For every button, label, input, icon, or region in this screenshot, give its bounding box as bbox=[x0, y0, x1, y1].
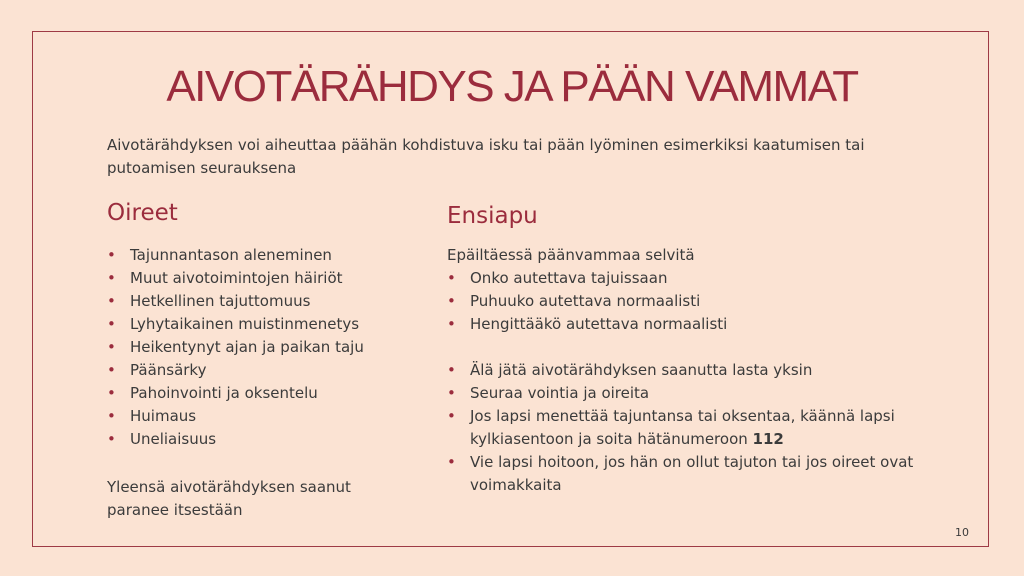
page-number: 10 bbox=[955, 526, 969, 539]
first-aid-heading: Ensiapu bbox=[447, 203, 538, 229]
spacer bbox=[447, 336, 947, 359]
symptoms-note: Yleensä aivotärähdyksen saanut paranee itsestään bbox=[107, 478, 351, 519]
list-item: • Vie lapsi hoitoon, jos hän on ollut tajuton tai jos oireet ovat voimakkaita bbox=[447, 451, 947, 497]
action-list bbox=[447, 359, 947, 497]
emergency-text: Jos lapsi menettää tajuntansa tai oksentaa, käännä lapsi kylkiasentoon ja soita hätänumeroon bbox=[470, 407, 895, 448]
list-item-emergency bbox=[447, 405, 947, 451]
list-item: • Tajunnantason aleneminen bbox=[107, 244, 407, 267]
slide-title: AIVOTÄRÄHDYS JA PÄÄN VAMMAT bbox=[166, 62, 858, 111]
symptoms-heading: Oireet bbox=[107, 200, 178, 226]
symptoms-list bbox=[107, 244, 407, 451]
first-aid-lead: Epäiltäessä päänvammaa selvitä bbox=[447, 246, 695, 264]
intro-text: Aivotärähdyksen voi aiheuttaa päähän kohdistuva isku tai pään lyöminen esimerkiksi kaatumisen tai putoamisen seurauksena bbox=[107, 136, 865, 177]
list-item: • Lyhytaikainen muistinmenetys bbox=[107, 313, 407, 336]
list-item: • Onko autettava tajuissaan bbox=[447, 267, 947, 290]
list-item: • Älä jätä aivotärähdyksen saanutta lasta yksin bbox=[447, 359, 947, 382]
list-item: • Heikentynyt ajan ja paikan taju bbox=[107, 336, 407, 359]
list-item: • Uneliaisuus bbox=[107, 428, 407, 451]
check-list bbox=[447, 267, 947, 336]
list-item: • Pahoinvointi ja oksentelu bbox=[107, 382, 407, 405]
emergency-number: 112 bbox=[752, 430, 784, 448]
list-item: • Hetkellinen tajuttomuus bbox=[107, 290, 407, 313]
list-item: • Päänsärky bbox=[107, 359, 407, 382]
list-item: • Muut aivotoimintojen häiriöt bbox=[107, 267, 407, 290]
list-item: • Seuraa vointia ja oireita bbox=[447, 382, 947, 405]
list-item: • Huimaus bbox=[107, 405, 407, 428]
list-item: • Puhuuko autettava normaalisti bbox=[447, 290, 947, 313]
first-aid-block bbox=[447, 244, 947, 497]
list-item: • Hengittääkö autettava normaalisti bbox=[447, 313, 947, 336]
